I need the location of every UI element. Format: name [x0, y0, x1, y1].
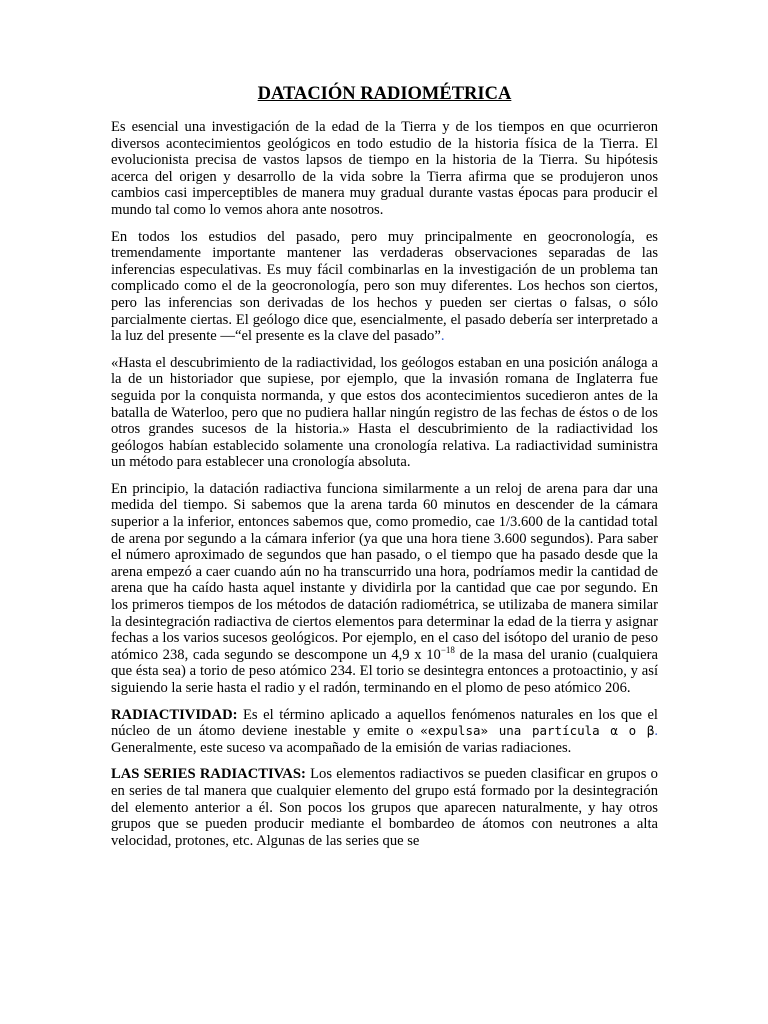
paragraph-hourglass — [111, 481, 658, 697]
radioactivity-particle-text: «expulsa» una partícula α o β — [420, 723, 655, 739]
series-heading: LAS SERIES RADIACTIVAS: — [111, 766, 306, 783]
paragraph-intro-text: Es esencial una investigación de la edad de la Tierra y de los tiempos en que ocurrieron diversos acontecimientos geológicos en todo estudio de la historia física de la Tierra. El evolucionista precisa de vastos lapsos de tiempo en la historia de la Tierra. Su hipótesis acerca del origen y desarrollo de la vida sobre la Tierra afirma que se produjeron unos cambios casi imperceptibles de manera muy gradual durante vastas épocas para producir el mundo tal como lo vemos ahora ante nosotros. — [111, 119, 658, 218]
paragraph-intro — [111, 119, 658, 219]
paragraph-hourglass-text-a: En principio, la datación radiactiva funciona similarmente a un reloj de arena para dar una medida del tiempo. Si sabemos que la arena tarda 60 minutos en descender de la cámara superior a la inferior, entonces sabemos que, como promedio, cae 1/3.600 de la cantidad total de arena por segundo a la cámara inferior (ya que una hora tiene 3.600 segundos). Para saber el número aproximado de segundos que han pasado, o el tiempo que ha pasado desde que la arena empezó a caer cuando aún no ha transcurrido una hora, podríamos medir la cantidad de arena que ha caído hasta aquel instante y dividirla por la cantidad que cae por segundo. En los primeros tiempos de los métodos de datación radiométrica, se utilizaba de manera similar la desintegración radiactiva de ciertos elementos para determinar la edad de la tierra y asignar fechas a los varios sucesos geológicos. Por ejemplo, en el caso del isótopo del uranio de peso atómico 238, cada segundo se descompone un 4,9 x 10 — [111, 480, 659, 663]
paragraph-quote-text: «Hasta el descubrimiento de la radiactividad, los geólogos estaban en una posición análoga a la de un historiador que supiese, por ejemplo, que la invasión romana de Inglaterra fue seguida por la conquista normanda, y que estos dos acontecimientos sucedieron antes de la batalla de Waterloo, pero que no pudiera hallar ningún registro de las fechas de éstos o de los otros grandes sucesos de la historia.» Hasta el descubrimiento de la radiactividad los geólogos habían establecido solamente una cronología relativa. La radiactividad suministra un método para establecer una cronología absoluta. — [111, 354, 658, 471]
paragraph-observations — [111, 229, 658, 345]
paragraph-observations-end: . — [440, 328, 445, 345]
paragraph-hourglass-text-b: de la masa del uranio (cualquiera que ésta sea) a torio de peso atómico 234. El torio se desintegra entonces a protoactinio, y así siguiendo la serie hasta el radio y el radón, terminando en el plomo de peso atómico 206. — [111, 646, 658, 696]
radioactivity-end: Generalmente, este suceso va acompañado de la emisión de varias radiaciones. — [111, 739, 572, 756]
paragraph-observations-text: En todos los estudios del pasado, pero muy principalmente en geocronología, es tremendamente importante mantener las verdaderas observaciones separadas de las inferencias especulativas. Es muy fácil combinarlas en la investigación de un problema tan complicado como el de la geocronología, pero son muy diferentes. Los hechos son ciertos, pero las inferencias son derivadas de los hechos y pueden ser ciertas o falsas, o sólo parcialmente ciertas. El geólogo dice que, esencialmente, el pasado debería ser interpretado a la luz del presente —“el presente es la clave del pasado” — [111, 228, 658, 345]
page-title: DATACIÓN RADIOMÉTRICA — [257, 84, 512, 104]
radioactivity-heading: RADIACTIVIDAD: — [111, 706, 238, 723]
radioactivity-text: Es el término aplicado a aquellos fenómenos naturales en los que el núcleo de un átomo deviene inestable y emite o — [111, 706, 658, 740]
paragraph-series — [111, 766, 658, 849]
exponent: −18 — [440, 644, 455, 655]
paragraph-radioactivity — [111, 707, 658, 757]
radioactivity-dot: . — [654, 723, 659, 740]
series-text: Los elementos radiactivos se pueden clasificar en grupos o en series de tal manera que cualquier elemento del grupo está formado por la desintegración del elemento anterior a él. Son pocos los grupos que aparecen naturalmente, y hay otros grupos que se pueden producir mediante el bombardeo de átomos con neutrones a alta velocidad, protones, etc. Algunas de las series que se — [111, 766, 658, 849]
paragraph-quote — [111, 355, 658, 471]
